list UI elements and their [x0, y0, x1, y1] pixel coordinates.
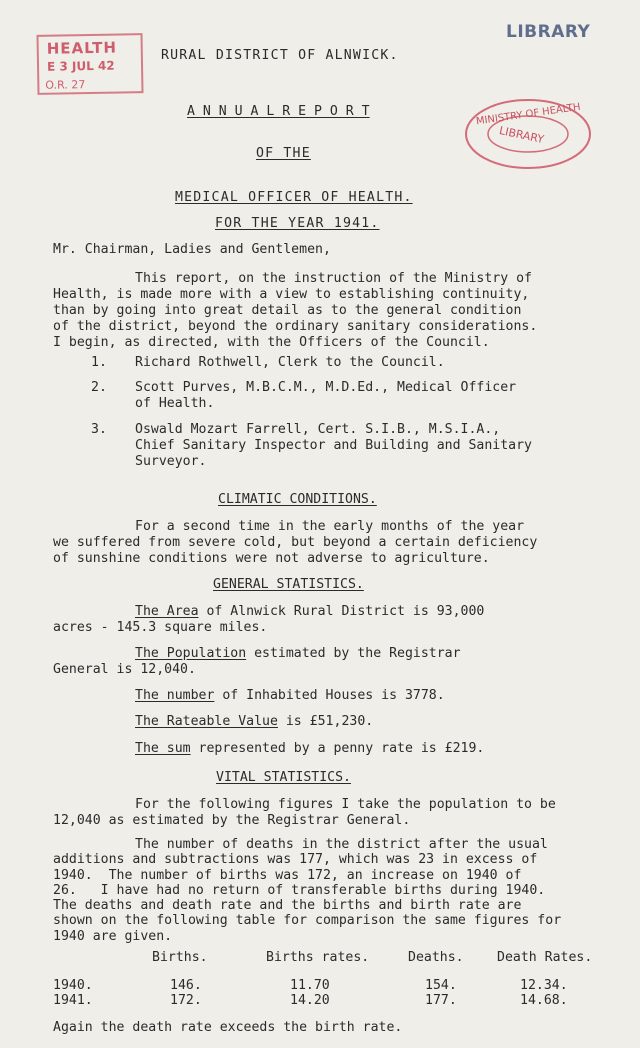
row-1941-death-rate: 14.68. — [520, 993, 568, 1008]
row-1940-year: 1940. — [53, 978, 93, 993]
row-1941-year: 1941. — [53, 993, 93, 1008]
officer-title: MEDICAL OFFICER OF HEALTH. — [175, 190, 413, 205]
row-1940-deaths: 154. — [425, 978, 457, 993]
row-1941-deaths: 177. — [425, 993, 457, 1008]
row-1940-births: 146. — [170, 978, 202, 993]
population-label: The Population — [135, 646, 247, 661]
rateable-line — [135, 714, 373, 729]
officer-2-number: 2. — [91, 380, 107, 395]
closing-line: Again the death rate exceeds the birth rate. — [53, 1020, 403, 1035]
salutation: Mr. Chairman, Ladies and Gentlemen, — [53, 242, 331, 257]
health-received-stamp — [36, 33, 143, 95]
stamp-line-1: HEALTH — [46, 38, 118, 58]
officer-3: Oswald Mozart Farrell, Cert. S.I.B., M.S.I.A., Chief Sanitary Inspector and Building and Sanitary Surveyor. — [135, 422, 532, 469]
penny-rate-label: The sum — [135, 741, 191, 756]
population-text: estimated by the Registrar — [246, 646, 461, 661]
area-line — [135, 604, 484, 619]
officer-2: Scott Purves, M.B.C.M., M.D.Ed., Medical Officer of Health. — [135, 380, 517, 411]
stamp-line-3: O.R. 27 — [45, 78, 86, 92]
penny-rate-text: represented by a penny rate is £219. — [190, 741, 485, 756]
header-death-rates: Death Rates. — [497, 950, 593, 965]
area-label: The Area — [135, 604, 199, 619]
stamp-line-2: E 3 JUL 42 — [46, 58, 115, 74]
penny-rate-line — [135, 741, 484, 756]
vital-paragraph-2: The number of deaths in the district after the usual additions and subtractions was 177, which was 23 in excess of 1940. The number of births was 172, an increase on 1940 of 26. I have had no return of transferable births during 1940. The deaths and death rate and the births and birth rate are shown on the following table for comparison the same figures for 1940 are given. — [53, 837, 562, 944]
rateable-text: is £51,230. — [277, 714, 374, 729]
library-stamp: LIBRARY — [506, 22, 591, 42]
area-text: of Alnwick Rural District is 93,000 — [198, 604, 485, 619]
climatic-paragraph: For a second time in the early months of the year we suffered from severe cold, but beyond a certain deficiency of sunshine conditions were not adverse to agriculture. — [53, 519, 538, 566]
officer-1: Richard Rothwell, Clerk to the Council. — [135, 355, 445, 370]
population-line-2: General is 12,040. — [53, 662, 196, 677]
population-line — [135, 646, 461, 661]
intro-paragraph: This report, on the instruction of the Ministry of Health, is made more with a view to establishing continuity, than by going into great detail as to the general condition of the district, beyond the ordinary sanitary considerations. I begin, as directed, with the Officers of the Council. — [53, 271, 538, 350]
svg-text:MINISTRY OF HEALTH: MINISTRY OF HEALTH — [475, 101, 582, 128]
row-1941-births: 172. — [170, 993, 202, 1008]
header-births: Births. — [152, 950, 208, 965]
vital-heading: VITAL STATISTICS. — [216, 770, 351, 785]
area-line-2: acres - 145.3 square miles. — [53, 620, 268, 635]
row-1940-death-rate: 12.34. — [520, 978, 568, 993]
houses-line — [135, 688, 445, 703]
header-birth-rates: Births rates. — [266, 950, 370, 965]
houses-label: The number — [135, 688, 215, 703]
ministry-of-health-library-stamp — [462, 96, 594, 176]
title-of-the: OF THE — [256, 146, 311, 161]
officer-3-number: 3. — [91, 422, 107, 437]
header-deaths: Deaths. — [408, 950, 464, 965]
row-1940-birth-rate: 11.70 — [290, 978, 330, 993]
officer-1-number: 1. — [91, 355, 107, 370]
houses-text: of Inhabited Houses is 3778. — [214, 688, 445, 703]
general-heading: GENERAL STATISTICS. — [213, 577, 364, 592]
climatic-heading: CLIMATIC CONDITIONS. — [218, 492, 377, 507]
report-year: FOR THE YEAR 1941. — [215, 216, 380, 231]
row-1941-birth-rate: 14.20 — [290, 993, 330, 1008]
district-name: RURAL DISTRICT OF ALNWICK. — [161, 48, 399, 63]
vital-paragraph-1: For the following figures I take the population to be 12,040 as estimated by the Registrar General. — [53, 797, 556, 828]
rateable-label: The Rateable Value — [135, 714, 278, 729]
svg-text:LIBRARY: LIBRARY — [498, 123, 546, 147]
report-title: A N N U A L R E P O R T — [187, 104, 370, 119]
